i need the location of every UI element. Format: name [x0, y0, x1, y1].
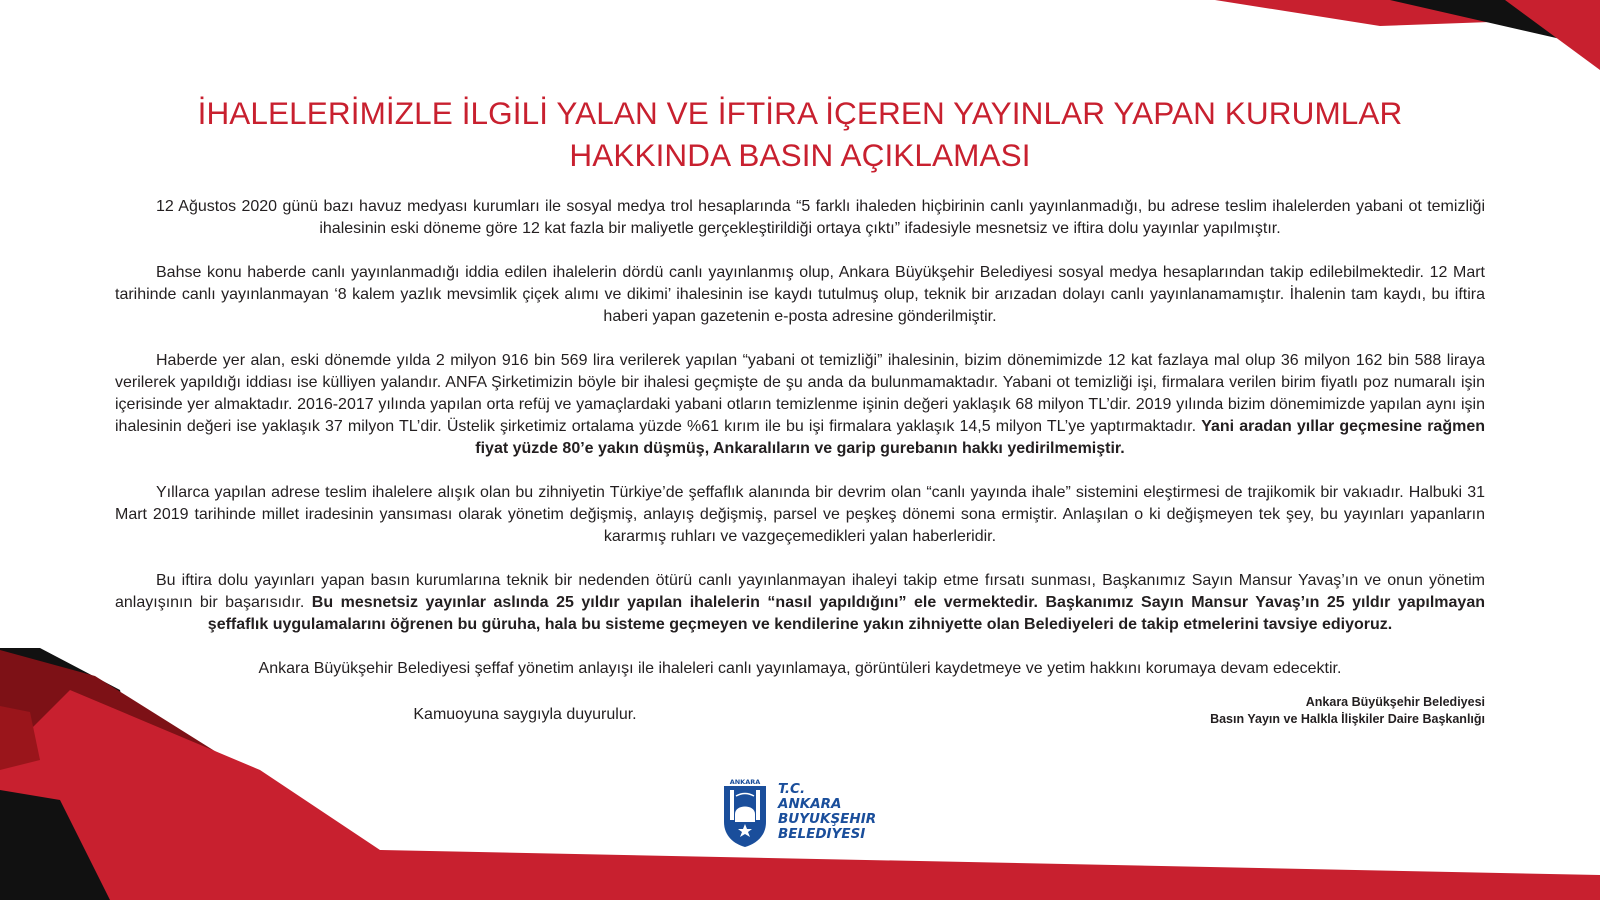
kamuoyu-text: Kamuoyuna saygıyla duyurulur. — [413, 706, 637, 723]
paragraph-4-text: Yıllarca yapılan adrese teslim ihalelere alışık olan bu zihniyetin Türkiye’de şeffaflık alanında bir devrim olan “canlı yayında ihale” sistemini eleştirmesi de trajikomik bir vakıadır. Halbuki 31 Mart 2019 tarihinde millet iradesinin yansıması olarak yönetim değişmiş, anlayış değişmiş, parsel ve peşkeş dönemi sona ermiştir. Anlaşılan o ki değişmeyen tek şey, bu yayınları yapanların kararmış ruhları ve vazgeçemedikleri yalan haberleridir. — [115, 484, 1485, 545]
title-line-2: HAKKINDA BASIN AÇIKLAMASI — [569, 137, 1031, 173]
signature-block — [1210, 694, 1485, 728]
logo-line-4: BELEDIYESI — [778, 826, 866, 842]
page-title — [115, 92, 1485, 176]
logo-line-3: BUYUKŞEHIR — [778, 811, 877, 827]
paragraph-5-text: Bu iftira dolu yayınları yapan basın kurumlarına teknik bir nedenden ötürü canlı yayınlanmayan ihaleyi takip etme fırsatı sunması, Başkanımız Sayın Mansur Yavaş’ın ve onun yönetim anlayışının bir başarısıdır. — [115, 572, 1485, 611]
paragraph-5 — [115, 570, 1485, 636]
paragraph-4 — [115, 482, 1485, 548]
paragraph-1 — [115, 196, 1485, 240]
paragraph-2 — [115, 262, 1485, 328]
signature-org: Ankara Büyükşehir Belediyesi — [1305, 695, 1485, 709]
paragraph-3 — [115, 350, 1485, 460]
press-release — [115, 92, 1485, 740]
logo-line-1: T.C. — [778, 781, 806, 797]
paragraph-5-bold: Bu mesnetsiz yayınlar aslında 25 yıldır yapılan ihalelerin “nasıl yapıldığını” ele vermektedir. Başkanımız Sayın Mansur Yavaş’ın 25 yıldır yapılmayan şeffaflık uygulamalarını öğrenen bu güruha, hala bu sisteme geçmeyen ve kendilerine yakın zihniyette olan Belediyeleri de takip etmelerini tavsiye ediyoruz. — [207, 594, 1486, 633]
closing-statement: Ankara Büyükşehir Belediyesi şeffaf yönetim anlayışı ile ihaleleri canlı yayınlamaya, görüntüleri kaydetmeye ve yetim hakkını korumaya devam edecektir. — [258, 660, 1342, 677]
paragraph-3-bold: Yani aradan yıllar geçmesine rağmen fiyat yüzde 80’e yakın düşmüş, Ankaralıların ve garip gurebanın hakkı yedirilmemiştir. — [475, 418, 1485, 457]
ankara-municipality-logo — [722, 776, 882, 848]
top-red-corner — [1505, 0, 1600, 70]
paragraph-1-text: 12 Ağustos 2020 günü bazı havuz medyası kurumları ile sosyal medya trol hesaplarında “5 farklı ihaleden hiçbirinin canlı yayınlanmadığı, bu adrese teslim ihalelerden yabani ot temizliği ihalesinin eski döneme göre 12 kat fazla bir maliyetle gerçekleştirildiği ortaya çıktı” ifadesiyle mesnetsiz ve iftira dolu yayınlar yapılmıştır. — [156, 198, 1485, 237]
title-line-1: İHALELERİMİZLE İLGİLİ YALAN VE İFTİRA İÇEREN YAYINLAR YAPAN KURUMLAR — [197, 95, 1403, 131]
paragraph-2-text: Bahse konu haberde canlı yayınlanmadığı iddia edilen ihalelerin dördü canlı yayınlanmış olup, Ankara Büyükşehir Belediyesi sosyal medya hesaplarından takip edilebilmektedir. 12 Mart tarihinde canlı yayınlanmayan ‘8 kalem yazlık mevsimlik çiçek alımı ve dikimi’ ihalesinin ise kaydı tutulmuş olup, teknik bir arızadan dolayı canlı yayınlanamamıştır. İhalenin tam kaydı, bu iftira haberi yapan gazetenin e-posta adresine gönderilmiştir. — [115, 264, 1485, 325]
signature-dept: Basın Yayın ve Halkla İlişkiler Daire Başkanlığı — [1210, 712, 1485, 726]
logo-line-2: ANKARA — [778, 796, 842, 812]
signoff-row — [115, 694, 1485, 740]
logo-wordmark — [778, 782, 876, 842]
paragraph-3-text: Haberde yer alan, eski dönemde yılda 2 milyon 916 bin 569 lira verilerek yapılan “yabani ot temizliği” ihalesinin, bizim dönemimizde 12 kat fazlaya mal olup 36 milyon 162 bin 588 liraya verilerek yapıldığı iddiası ise külliyen yalandır. ANFA Şirketimizin böyle bir ihalesi geçmişte de şu anda da bulunmamaktadır. Yabani ot temizliği işi, firmalara verilen birim fiyatlı poz numaralı işin içerisinde yer almaktadır. 2016-2017 yılında yapılan orta refüj ve yamaçlardaki yabani otların temizlenme işinin değeri yaklaşık 68 milyon TL’dir. 2019 yılında bizim dönemimizde yapılan aynı işin ihalesinin değeri ise yaklaşık 37 milyon TL’dir. Üstelik şirketimiz ortalama yüzde %61 kırım ile bu işi firmalara yaklaşık 14,5 milyon TL’ye yaptırmaktadır. — [115, 352, 1485, 435]
ankara-emblem-icon — [722, 776, 768, 848]
emblem-label: ANKARA — [729, 778, 761, 786]
